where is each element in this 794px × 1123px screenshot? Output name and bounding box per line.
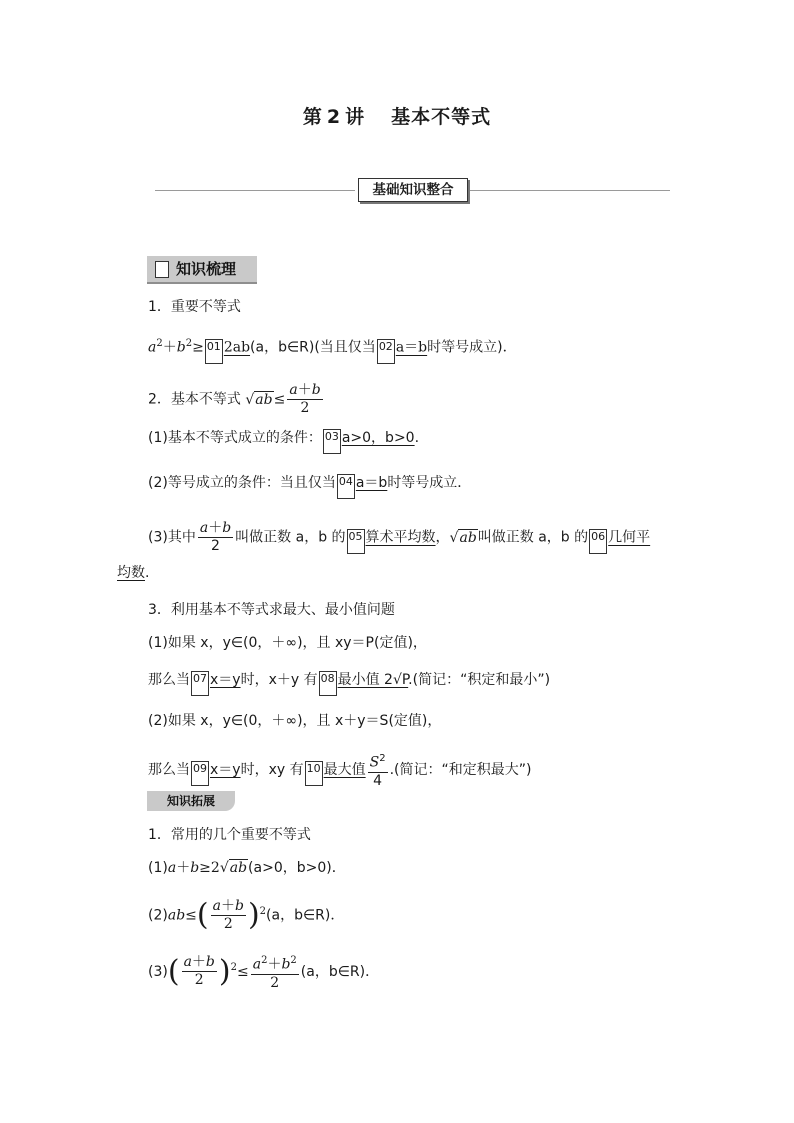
part1-heading: 1．重要不等式	[148, 299, 241, 315]
part3-item1: (1)如果 x，y∈(0，＋∞)，且 xy＝P(定值)，	[148, 635, 427, 651]
part3-line4: 那么当 09 x＝y时，xy 有 10 最大值 $\frac{S^2}{4}$ .(简记：“和定积最大”)	[148, 750, 531, 790]
part3-line2: 那么当 07 x＝y时，x＋y 有 08 最小值 2√P.(简记：“积定和最小”)	[148, 670, 550, 696]
square-icon	[155, 261, 169, 278]
divider-right	[470, 190, 670, 191]
part1-line: $a^2+b^2\ge 01$ 2ab(a，b∈R)(当且仅当 02 a＝b时等号成立)．	[148, 334, 517, 364]
part2-heading: 2．基本不等式 √ab≤ $\frac{a+b}{2}$	[148, 382, 321, 416]
part2-item2: (2)等号成立的条件：当且仅当 04 a＝b时等号成立．	[148, 473, 471, 499]
part3-item2: (2)如果 x，y∈(0，＋∞)，且 x＋y＝S(定值)，	[148, 713, 442, 729]
ext-item3: (3)( $\frac{a+b}{2}$ )$^2$≤ $\frac{a^2+b^2}{2}$ (a，b∈R)．	[148, 953, 380, 991]
part3-heading: 3．利用基本不等式求最大、最小值问题	[148, 602, 395, 618]
divider-left	[155, 190, 355, 191]
part2-item3-cont: 均数.	[117, 565, 150, 581]
part2-item1: (1)基本不等式成立的条件： 03 a>0，b>0.	[148, 428, 419, 454]
section-tag-extension: 知识拓展	[147, 791, 235, 811]
ext-item2: (2)ab≤( $\frac{a+b}{2}$ )$^2$(a，b∈R)．	[148, 897, 345, 933]
section-tag-knowledge: 知识梳理	[147, 256, 257, 284]
section-banner: 基础知识整合	[358, 178, 468, 202]
part2-item3: (3)其中 $\frac{a+b}{2}$ 叫做正数 a，b 的 05 算术平均数，√ab叫做正数 a，b 的 06 几何平	[148, 520, 651, 554]
ext-item1: (1)a＋b≥2√ab(a>0，b>0)．	[148, 860, 346, 876]
ext-heading: 1．常用的几个重要不等式	[148, 827, 311, 843]
page-title: 第 2 讲 基本不等式	[302, 106, 492, 128]
